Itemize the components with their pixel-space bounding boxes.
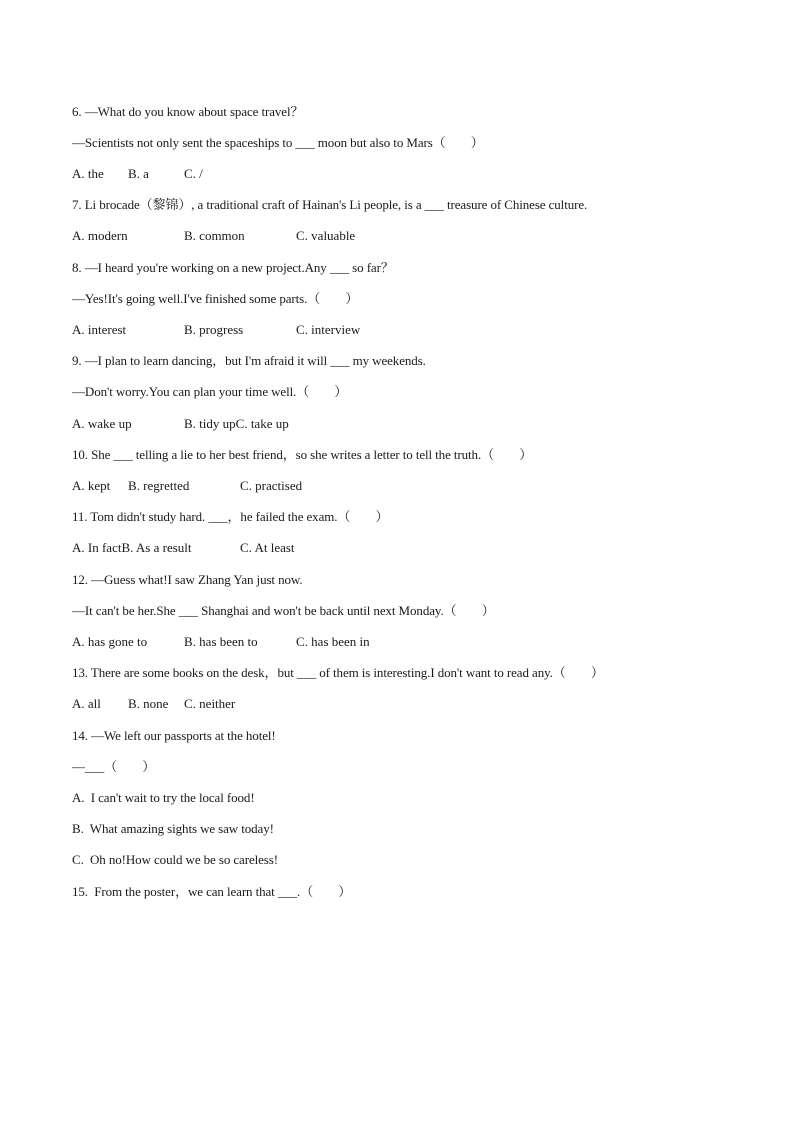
question-7-stem: 7. Li brocade（黎锦）, a traditional craft of Hainan's Li people, is a ___ treasure of Chinese culture.	[72, 197, 588, 212]
question-6-stem: 6. —What do you know about space travel？	[72, 104, 304, 119]
option-c: C. valuable	[296, 228, 356, 243]
option-b: B. a	[128, 166, 149, 181]
option-b-c: B. tidy upC. take up	[184, 416, 289, 431]
option-a: A. all	[72, 696, 101, 711]
option-a-b: A. In factB. As a result	[72, 540, 192, 555]
option-c: C. has been in	[296, 634, 370, 649]
option-a: A. interest	[72, 322, 127, 337]
question-12-stem: 12. —Guess what!I saw Zhang Yan just now.	[72, 572, 303, 587]
question-14-stem: 14. —We left our passports at the hotel!	[72, 728, 276, 743]
option-a: A. has gone to	[72, 634, 148, 649]
option-a: A. kept	[72, 478, 111, 493]
question-6-line2: —Scientists not only sent the spaceships to ___ moon but also to Mars（ ）	[72, 135, 484, 150]
question-8-stem: 8. —I heard you're working on a new project.Any ___ so far？	[72, 260, 394, 275]
option-c: C. neither	[184, 696, 236, 711]
option-a: A. wake up	[72, 416, 132, 431]
option-a: A. modern	[72, 228, 128, 243]
question-14-option-b: B. What amazing sights we saw today!	[72, 821, 274, 836]
option-c: C. practised	[240, 478, 303, 493]
option-b: B. progress	[184, 322, 244, 337]
question-9-stem: 9. —I plan to learn dancing，but I'm afraid it will ___ my weekends.	[72, 353, 426, 368]
question-11-stem: 11. Tom didn't study hard. ___，he failed the exam.（ ）	[72, 509, 389, 524]
option-b: B. none	[128, 696, 169, 711]
option-c: C. interview	[296, 322, 361, 337]
question-8-line2: —Yes!It's going well.I've finished some parts.（ ）	[72, 291, 359, 306]
question-14-option-a: A. I can't wait to try the local food!	[72, 790, 255, 805]
option-b: B. common	[184, 228, 245, 243]
option-c: C. At least	[240, 540, 295, 555]
option-a: A. the	[72, 166, 104, 181]
question-12-line2: —It can't be her.She ___ Shanghai and won't be back until next Monday.（ ）	[72, 603, 495, 618]
question-9-line2: —Don't worry.You can plan your time well.（ ）	[72, 384, 348, 399]
option-b: B. has been to	[184, 634, 258, 649]
question-15-stem: 15. From the poster，we can learn that ___.（ ）	[72, 884, 352, 899]
option-c: C. /	[184, 166, 203, 181]
question-10-stem: 10. She ___ telling a lie to her best friend，so she writes a letter to tell the truth.（ ）	[72, 447, 533, 462]
question-14-option-c: C. Oh no!How could we be so careless!	[72, 852, 278, 867]
question-14-line2: —___（ ）	[72, 759, 156, 774]
option-b: B. regretted	[128, 478, 190, 493]
question-13-stem: 13. There are some books on the desk，but ___ of them is interesting.I don't want to read any.（ ）	[72, 665, 604, 680]
